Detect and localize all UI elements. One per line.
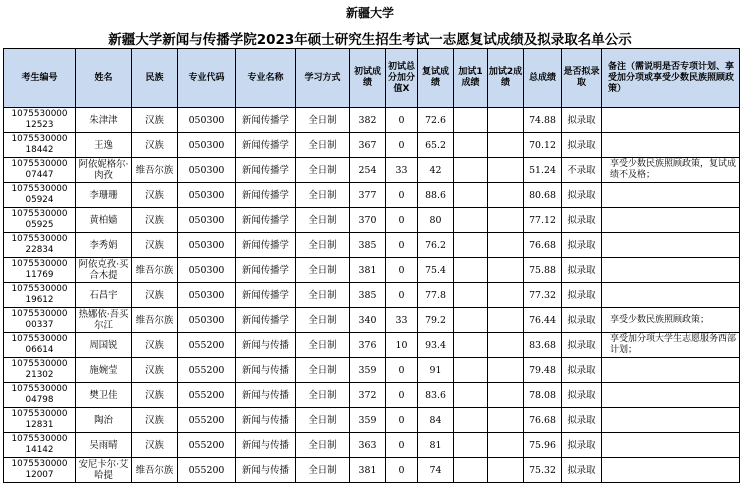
extra-test-2-cell: [488, 208, 524, 233]
retest-score-cell: 80: [418, 208, 454, 233]
initial-score-cell: 376: [350, 333, 386, 358]
initial-score-cell: 382: [350, 108, 386, 133]
column-header-study-mode: 学习方式: [296, 49, 350, 108]
table-row: [4, 433, 740, 458]
initial-score-cell: 359: [350, 408, 386, 433]
study-mode-cell: 全日制: [296, 208, 350, 233]
remark-cell: [602, 208, 740, 233]
extra-test-2-cell: [488, 308, 524, 333]
extra-test-2-cell: [488, 233, 524, 258]
bonus-cell: 33: [386, 158, 418, 183]
bonus-cell: 0: [386, 283, 418, 308]
study-mode-cell: 全日制: [296, 358, 350, 383]
exam-id-cell: 1075530000 22834: [4, 233, 76, 258]
exam-id-cell: 1075530000 12831: [4, 408, 76, 433]
exam-id-cell: 1075530000 14142: [4, 433, 76, 458]
extra-test-2-cell: [488, 183, 524, 208]
bonus-cell: 0: [386, 358, 418, 383]
exam-id-cell: 1075530000 12007: [4, 458, 76, 483]
initial-score-cell: 377: [350, 183, 386, 208]
exam-id-cell: 1075530000 04798: [4, 383, 76, 408]
ethnicity-cell: 维吾尔族: [132, 458, 178, 483]
ethnicity-cell: 汉族: [132, 358, 178, 383]
ethnicity-cell: 汉族: [132, 408, 178, 433]
table-row: [4, 208, 740, 233]
major-name-cell: 新闻传播学: [236, 158, 296, 183]
initial-score-cell: 359: [350, 358, 386, 383]
ethnicity-cell: 汉族: [132, 383, 178, 408]
name-cell: 热娜依·吾买尔江: [76, 308, 132, 333]
extra-test-2-cell: [488, 283, 524, 308]
study-mode-cell: 全日制: [296, 108, 350, 133]
admission-cell: 拟录取: [562, 108, 602, 133]
extra-test-1-cell: [454, 458, 488, 483]
table-row: [4, 308, 740, 333]
major-name-cell: 新闻传播学: [236, 183, 296, 208]
major-name-cell: 新闻与传播: [236, 458, 296, 483]
remark-cell: [602, 133, 740, 158]
extra-test-1-cell: [454, 408, 488, 433]
table-row: [4, 358, 740, 383]
major-code-cell: 055200: [178, 458, 236, 483]
major-name-cell: 新闻传播学: [236, 258, 296, 283]
remark-cell: [602, 233, 740, 258]
study-mode-cell: 全日制: [296, 283, 350, 308]
name-cell: 阿依妮格尔·肉孜: [76, 158, 132, 183]
exam-id-cell: 1075530000 05924: [4, 183, 76, 208]
bonus-cell: 33: [386, 308, 418, 333]
column-header-extra-test-1: 加试1成绩: [454, 49, 488, 108]
major-name-cell: 新闻传播学: [236, 208, 296, 233]
retest-score-cell: 91: [418, 358, 454, 383]
major-code-cell: 050300: [178, 183, 236, 208]
study-mode-cell: 全日制: [296, 333, 350, 358]
extra-test-1-cell: [454, 183, 488, 208]
table-row: [4, 383, 740, 408]
major-code-cell: 055200: [178, 433, 236, 458]
ethnicity-cell: 汉族: [132, 133, 178, 158]
total-score-cell: 80.68: [524, 183, 562, 208]
admission-cell: 拟录取: [562, 308, 602, 333]
admission-cell: 拟录取: [562, 283, 602, 308]
retest-score-cell: 77.8: [418, 283, 454, 308]
column-header-ethnicity: 民族: [132, 49, 178, 108]
initial-score-cell: 363: [350, 433, 386, 458]
table-row: [4, 183, 740, 208]
exam-id-cell: 1075530000 06614: [4, 333, 76, 358]
bonus-cell: 0: [386, 233, 418, 258]
retest-score-cell: 75.4: [418, 258, 454, 283]
extra-test-2-cell: [488, 408, 524, 433]
column-header-total: 总成绩: [524, 49, 562, 108]
admission-cell: 拟录取: [562, 408, 602, 433]
exam-id-cell: 1075530000 00337: [4, 308, 76, 333]
total-score-cell: 75.32: [524, 458, 562, 483]
table-row: [4, 258, 740, 283]
major-name-cell: 新闻传播学: [236, 233, 296, 258]
study-mode-cell: 全日制: [296, 183, 350, 208]
column-header-admission: 是否拟录取: [562, 49, 602, 108]
exam-id-cell: 1075530000 07447: [4, 158, 76, 183]
extra-test-1-cell: [454, 433, 488, 458]
name-cell: 陶治: [76, 408, 132, 433]
column-header-remark: 备注（需说明是否专项计划、享受加分项或享受少数民族照顾政策）: [602, 49, 740, 108]
table-row: [4, 283, 740, 308]
name-cell: 石昌宇: [76, 283, 132, 308]
extra-test-1-cell: [454, 133, 488, 158]
extra-test-1-cell: [454, 308, 488, 333]
name-cell: 施婉莹: [76, 358, 132, 383]
ethnicity-cell: 维吾尔族: [132, 308, 178, 333]
major-name-cell: 新闻与传播: [236, 433, 296, 458]
remark-cell: [602, 358, 740, 383]
major-name-cell: 新闻传播学: [236, 308, 296, 333]
remark-cell: [602, 183, 740, 208]
page-title: 新疆大学新闻与传播学院2023年硕士研究生招生考试一志愿复试成绩及拟录取名单公示: [108, 32, 632, 48]
study-mode-cell: 全日制: [296, 133, 350, 158]
name-cell: 樊卫佳: [76, 383, 132, 408]
table-body: [4, 108, 740, 483]
retest-score-cell: 42: [418, 158, 454, 183]
initial-score-cell: 367: [350, 133, 386, 158]
retest-score-cell: 84: [418, 408, 454, 433]
total-score-cell: 75.96: [524, 433, 562, 458]
ethnicity-cell: 汉族: [132, 108, 178, 133]
extra-test-1-cell: [454, 258, 488, 283]
table-row: [4, 133, 740, 158]
exam-id-cell: 1075530000 12523: [4, 108, 76, 133]
total-score-cell: 74.88: [524, 108, 562, 133]
bonus-cell: 10: [386, 333, 418, 358]
column-header-extra-test-2: 加试2成绩: [488, 49, 524, 108]
total-score-cell: 75.88: [524, 258, 562, 283]
name-cell: 王逸: [76, 133, 132, 158]
extra-test-2-cell: [488, 133, 524, 158]
retest-score-cell: 83.6: [418, 383, 454, 408]
initial-score-cell: 372: [350, 383, 386, 408]
results-table: [3, 48, 740, 483]
remark-cell: [602, 258, 740, 283]
remark-cell: [602, 108, 740, 133]
major-name-cell: 新闻传播学: [236, 108, 296, 133]
remark-cell: [602, 408, 740, 433]
study-mode-cell: 全日制: [296, 158, 350, 183]
extra-test-1-cell: [454, 158, 488, 183]
column-header-major-code: 专业代码: [178, 49, 236, 108]
extra-test-2-cell: [488, 108, 524, 133]
major-code-cell: 050300: [178, 208, 236, 233]
remark-cell: [602, 383, 740, 408]
extra-test-1-cell: [454, 108, 488, 133]
study-mode-cell: 全日制: [296, 383, 350, 408]
table-row: [4, 108, 740, 133]
retest-score-cell: 93.4: [418, 333, 454, 358]
name-cell: 李珊珊: [76, 183, 132, 208]
exam-id-cell: 1075530000 18442: [4, 133, 76, 158]
name-cell: 吴雨晴: [76, 433, 132, 458]
total-score-cell: 77.12: [524, 208, 562, 233]
retest-score-cell: 74: [418, 458, 454, 483]
total-score-cell: 76.68: [524, 233, 562, 258]
major-code-cell: 050300: [178, 233, 236, 258]
study-mode-cell: 全日制: [296, 408, 350, 433]
name-cell: 李秀娟: [76, 233, 132, 258]
exam-id-cell: 1075530000 21302: [4, 358, 76, 383]
bonus-cell: 0: [386, 108, 418, 133]
name-cell: 阿依克孜·买合木提: [76, 258, 132, 283]
name-cell: 周国锐: [76, 333, 132, 358]
bonus-cell: 0: [386, 433, 418, 458]
ethnicity-cell: 汉族: [132, 233, 178, 258]
extra-test-2-cell: [488, 358, 524, 383]
admission-cell: 拟录取: [562, 458, 602, 483]
major-name-cell: 新闻与传播: [236, 383, 296, 408]
bonus-cell: 0: [386, 383, 418, 408]
major-code-cell: 050300: [178, 133, 236, 158]
exam-id-cell: 1075530000 11769: [4, 258, 76, 283]
remark-cell: 享受加分项大学生志愿服务西部计划；: [602, 333, 740, 358]
table-row: [4, 233, 740, 258]
ethnicity-cell: 汉族: [132, 433, 178, 458]
name-cell: 黄柏嫱: [76, 208, 132, 233]
admission-cell: 拟录取: [562, 208, 602, 233]
ethnicity-cell: 维吾尔族: [132, 158, 178, 183]
retest-score-cell: 81: [418, 433, 454, 458]
study-mode-cell: 全日制: [296, 433, 350, 458]
extra-test-2-cell: [488, 333, 524, 358]
retest-score-cell: 72.6: [418, 108, 454, 133]
extra-test-2-cell: [488, 158, 524, 183]
university-title: 新疆大学: [345, 6, 394, 20]
study-mode-cell: 全日制: [296, 308, 350, 333]
initial-score-cell: 385: [350, 283, 386, 308]
major-code-cell: 055200: [178, 408, 236, 433]
initial-score-cell: 370: [350, 208, 386, 233]
major-name-cell: 新闻与传播: [236, 333, 296, 358]
admission-cell: 拟录取: [562, 333, 602, 358]
admission-cell: 拟录取: [562, 133, 602, 158]
column-header-bonus: 初试总分加分值X: [386, 49, 418, 108]
major-code-cell: 050300: [178, 308, 236, 333]
remark-cell: 享受少数民族照顾政策；: [602, 308, 740, 333]
column-header-name: 姓名: [76, 49, 132, 108]
bonus-cell: 0: [386, 408, 418, 433]
major-name-cell: 新闻与传播: [236, 408, 296, 433]
retest-score-cell: 79.2: [418, 308, 454, 333]
major-code-cell: 050300: [178, 258, 236, 283]
exam-id-cell: 1075530000 19612: [4, 283, 76, 308]
table-header-row: [4, 49, 740, 108]
remark-cell: [602, 283, 740, 308]
admission-cell: 不录取: [562, 158, 602, 183]
initial-score-cell: 385: [350, 233, 386, 258]
extra-test-1-cell: [454, 208, 488, 233]
name-cell: 安尼卡尔·艾哈提: [76, 458, 132, 483]
major-name-cell: 新闻传播学: [236, 283, 296, 308]
total-score-cell: 76.44: [524, 308, 562, 333]
ethnicity-cell: 汉族: [132, 283, 178, 308]
extra-test-2-cell: [488, 433, 524, 458]
ethnicity-cell: 汉族: [132, 208, 178, 233]
admission-cell: 拟录取: [562, 233, 602, 258]
admission-cell: 拟录取: [562, 383, 602, 408]
major-code-cell: 050300: [178, 158, 236, 183]
major-code-cell: 050300: [178, 283, 236, 308]
column-header-major-name: 专业名称: [236, 49, 296, 108]
column-header-retest-score: 复试成绩: [418, 49, 454, 108]
major-code-cell: 055200: [178, 333, 236, 358]
extra-test-1-cell: [454, 358, 488, 383]
major-name-cell: 新闻传播学: [236, 133, 296, 158]
major-code-cell: 055200: [178, 358, 236, 383]
total-score-cell: 51.24: [524, 158, 562, 183]
column-header-exam-id: 考生编号: [4, 49, 76, 108]
admission-cell: 拟录取: [562, 358, 602, 383]
table-row: [4, 158, 740, 183]
extra-test-1-cell: [454, 333, 488, 358]
retest-score-cell: 65.2: [418, 133, 454, 158]
name-cell: 朱津津: [76, 108, 132, 133]
remark-cell: [602, 458, 740, 483]
total-score-cell: 70.12: [524, 133, 562, 158]
remark-cell: [602, 433, 740, 458]
initial-score-cell: 254: [350, 158, 386, 183]
total-score-cell: 77.32: [524, 283, 562, 308]
ethnicity-cell: 汉族: [132, 333, 178, 358]
extra-test-1-cell: [454, 233, 488, 258]
extra-test-2-cell: [488, 458, 524, 483]
retest-score-cell: 76.2: [418, 233, 454, 258]
bonus-cell: 0: [386, 183, 418, 208]
initial-score-cell: 340: [350, 308, 386, 333]
total-score-cell: 83.68: [524, 333, 562, 358]
extra-test-2-cell: [488, 258, 524, 283]
admission-cell: 拟录取: [562, 433, 602, 458]
table-row: [4, 408, 740, 433]
extra-test-1-cell: [454, 383, 488, 408]
bonus-cell: 0: [386, 133, 418, 158]
major-code-cell: 055200: [178, 383, 236, 408]
retest-score-cell: 88.6: [418, 183, 454, 208]
extra-test-2-cell: [488, 383, 524, 408]
extra-test-1-cell: [454, 283, 488, 308]
table-row: [4, 458, 740, 483]
exam-id-cell: 1075530000 05925: [4, 208, 76, 233]
total-score-cell: 78.08: [524, 383, 562, 408]
admission-cell: 拟录取: [562, 183, 602, 208]
total-score-cell: 79.48: [524, 358, 562, 383]
total-score-cell: 76.68: [524, 408, 562, 433]
study-mode-cell: 全日制: [296, 233, 350, 258]
study-mode-cell: 全日制: [296, 458, 350, 483]
table-row: [4, 333, 740, 358]
bonus-cell: 0: [386, 208, 418, 233]
initial-score-cell: 381: [350, 458, 386, 483]
ethnicity-cell: 维吾尔族: [132, 258, 178, 283]
initial-score-cell: 381: [350, 258, 386, 283]
ethnicity-cell: 汉族: [132, 183, 178, 208]
admission-cell: 拟录取: [562, 258, 602, 283]
study-mode-cell: 全日制: [296, 258, 350, 283]
column-header-initial-score: 初试成绩: [350, 49, 386, 108]
bonus-cell: 0: [386, 458, 418, 483]
major-name-cell: 新闻与传播: [236, 358, 296, 383]
bonus-cell: 0: [386, 258, 418, 283]
remark-cell: 享受少数民族照顾政策，复试成绩不及格；: [602, 158, 740, 183]
major-code-cell: 050300: [178, 108, 236, 133]
